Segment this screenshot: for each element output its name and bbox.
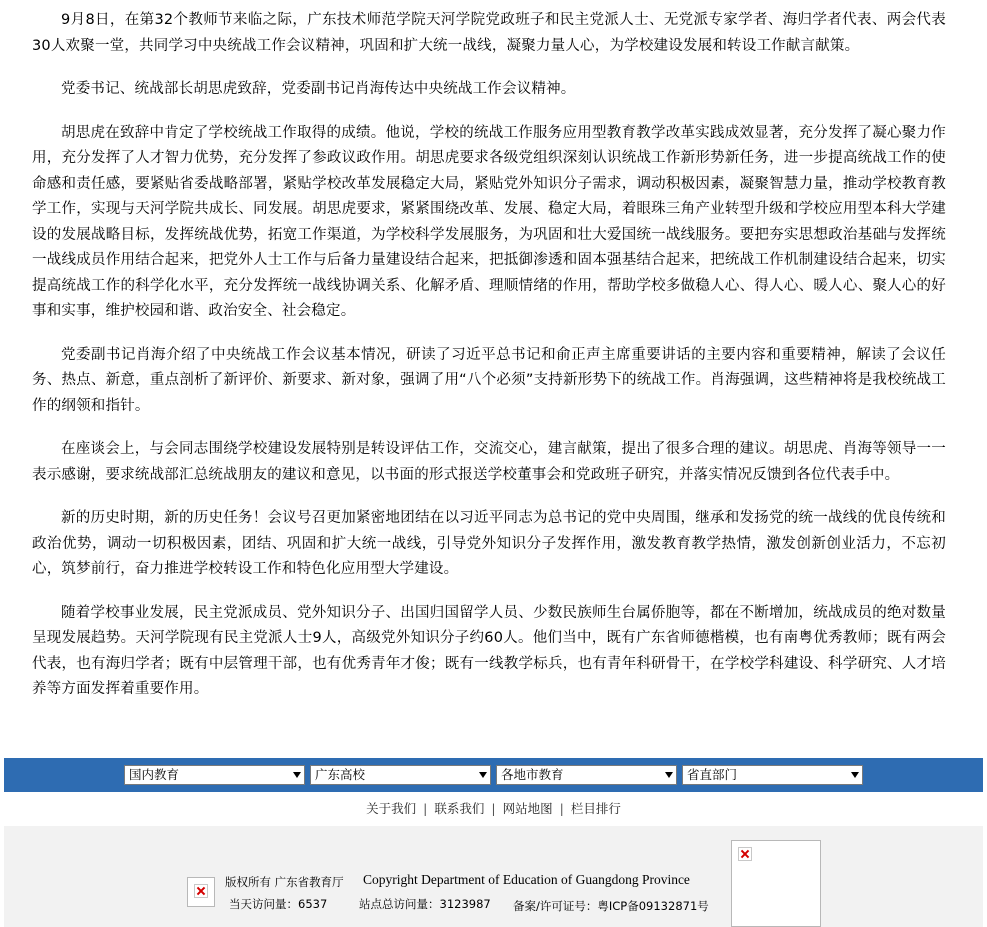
separator: | (423, 801, 428, 816)
chevron-down-icon (479, 772, 487, 778)
article-paragraph: 新的历史时期，新的历史任务！会议号召更加紧密地团结在以习近平同志为总书记的党中央周围，继承和发扬党的统一战线的优良传统和政治优势，调动一切积极因素，团结、巩固和扩大统一战线，引导党外知识分子发挥作用，激发教育教学热情，激发创新创业活力，不忘初心，筑梦前行，奋力推进学校转设工作和特色化应用型大学建设。 (32, 510, 946, 577)
gd-universities-select[interactable] (310, 765, 491, 785)
select-value: 省直部门 (687, 767, 738, 782)
broken-image-icon (194, 884, 208, 898)
select-value: 国内教育 (129, 767, 180, 782)
contact-us-link[interactable]: 联系我们 (434, 801, 485, 816)
footer-links (4, 792, 983, 826)
article-paragraph: 胡思虎在致辞中肯定了学校统战工作取得的成绩。他说，学校的统战工作服务应用型教育教学改革实践成效显著，充分发挥了凝心聚力作用，充分发挥了人才智力优势，充分发挥了参政议政作用。胡思虎要求各级党组织深刻认识统战工作新形势新任务，进一步提高统战工作的使命感和责任感，要紧贴省委战略部署，紧贴学校改革发展稳定大局，紧贴党外知识分子需求，调动积极因素，凝聚智慧力量，推动学校教育教学工作，实现与天河学院共成长、同发展。胡思虎要求，紧紧围绕改革、发展、稳定大局，着眼珠三角产业转型升级和学校应用型本科大学建设的发展战略目标，发挥统战优势，拓宽工作渠道，为学校科学发展服务，为巩固和壮大爱国统一战线服务。要把夯实思想政治基础与发挥统一战线成员作用结合起来，把党外人士工作与后备力量建设结合起来，把抵御渗透和固本强基结合起来，把统战工作机制建设结合起来，切实提高统战工作的科学化水平，充分发挥统一战线协调关系、化解矛盾、理顺情绪的作用，帮助学校多做稳人心、得人心、暖人心、聚人心的好事和实事，维护校园和谐、政治安全、社会稳定。 (32, 124, 946, 319)
site-footer (4, 826, 983, 927)
total-visits: 站点总访问量：3123987 (359, 897, 491, 911)
broken-image-icon (187, 877, 215, 907)
article-paragraph: 党委副书记肖海介绍了中央统战工作会议基本情况，研读了习近平总书记和俞正声主席重要讲话的主要内容和重要精神，解读了会议任务、热点、新意，重点剖析了新评价、新要求、新对象，强调了用“八个必须”支持新形势下的统战工作。肖海强调，这些精神将是我校统战工作的纲领和指针。 (32, 346, 946, 414)
select-value: 各地市教育 (501, 767, 564, 782)
provincial-departments-select[interactable] (682, 765, 863, 785)
article-paragraph: 随着学校事业发展，民主党派成员、党外知识分子、出国归国留学人员、少数民族师生台属侨胞等，都在不断增加，统战成员的绝对数量呈现发展趋势。天河学院现有民主党派人士9人，高级党外知识分子约60人。他们当中，既有广东省师德楷模，也有南粤优秀教师；既有两会代表，也有海归学者；既有中层管理干部，也有优秀青年才俊；既有一线教学标兵，也有青年科研骨干，在学校学科建设、科学研究、人才培养等方面发挥着重要作用。 (32, 604, 946, 697)
separator: | (491, 801, 496, 816)
separator: | (559, 801, 564, 816)
local-education-select[interactable] (496, 765, 677, 785)
sitemap-link[interactable]: 网站地图 (502, 801, 553, 816)
about-us-link[interactable]: 关于我们 (366, 801, 417, 816)
chevron-down-icon (293, 772, 301, 778)
article-paragraph: 9月8日，在第32个教师节来临之际，广东技术师范学院天河学院党政班子和民主党派人士、无党派专家学者、海归学者代表、两会代表30人欢聚一堂，共同学习中央统战工作会议精神，巩固和扩大统一战线，凝聚力量人心，为学校建设发展和转设工作献言献策。 (32, 12, 946, 54)
chevron-down-icon (665, 772, 673, 778)
chevron-down-icon (851, 772, 859, 778)
site-nav-bar (4, 758, 983, 792)
broken-image-icon (738, 847, 752, 861)
copyright-en: Copyright Department of Education of Guangdong Province (363, 872, 690, 887)
domestic-education-select[interactable] (124, 765, 305, 785)
article-paragraph: 在座谈会上，与会同志围绕学校建设发展特别是转设评估工作，交流交心，建言献策，提出了很多合理的建议。胡思虎、肖海等领导一一表示感谢，要求统战部汇总统战朋友的建议和意见，以书面的形式报送学校董事会和党政班子研究，并落实情况反馈到各位代表手中。 (32, 441, 946, 483)
copyright-cn: 版权所有 广东省教育厅 (225, 875, 344, 889)
select-value: 广东高校 (315, 767, 366, 782)
article-paragraph: 党委书记、统战部长胡思虎致辞，党委副书记肖海传达中央统战工作会议精神。 (61, 81, 576, 97)
today-visits: 当天访问量：6537 (229, 897, 328, 911)
icp-license: 备案/许可证号：粤ICP备09132871号 (513, 899, 709, 913)
article-body (32, 8, 946, 721)
column-ranking-link[interactable]: 栏目排行 (570, 801, 621, 816)
certification-badge-image[interactable] (731, 840, 821, 927)
